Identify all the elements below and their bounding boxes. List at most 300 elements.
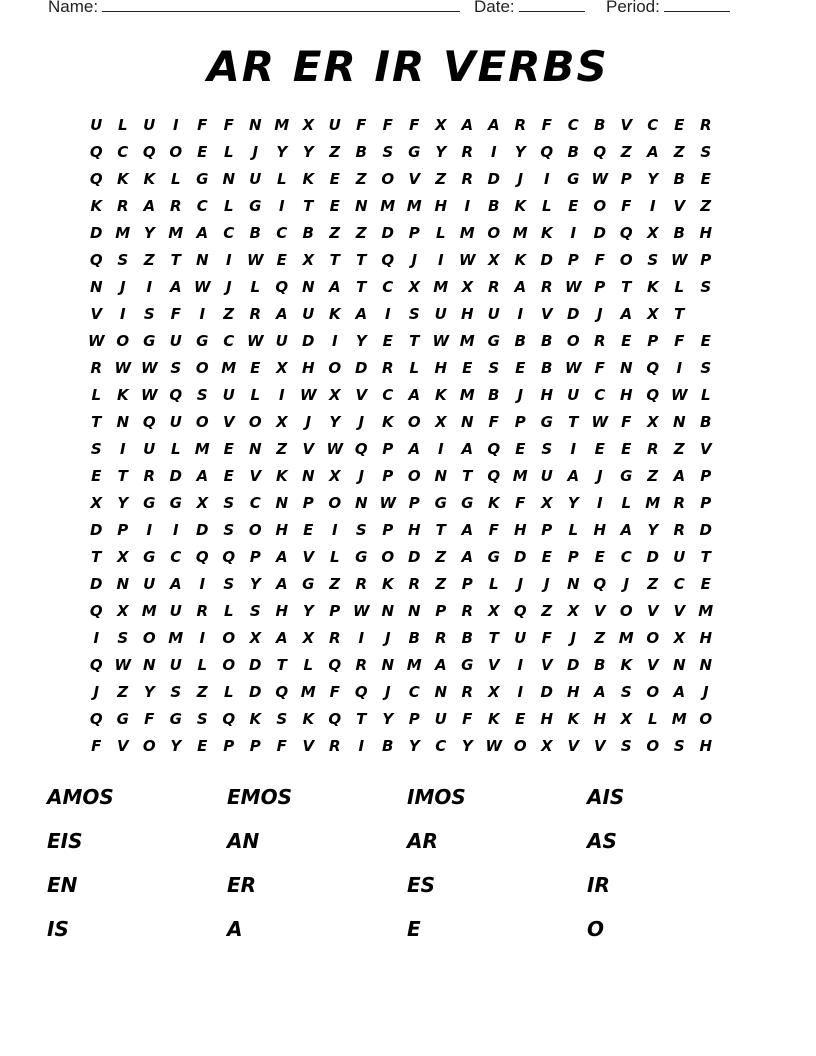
grid-letter[interactable]: K xyxy=(487,710,500,728)
grid-letter[interactable]: L xyxy=(170,440,181,458)
grid-letter[interactable]: R xyxy=(461,683,474,701)
period-field[interactable] xyxy=(606,0,660,17)
grid-letter[interactable]: U xyxy=(328,116,341,134)
grid-letter[interactable]: K xyxy=(540,224,553,242)
grid-letter[interactable]: Y xyxy=(382,710,394,728)
grid-letter[interactable]: S xyxy=(223,521,235,539)
grid-letter[interactable]: V xyxy=(673,602,686,620)
grid-letter[interactable]: U xyxy=(540,467,553,485)
grid-letter[interactable]: Q xyxy=(354,683,368,701)
grid-letter[interactable]: H xyxy=(699,629,713,647)
grid-letter[interactable]: H xyxy=(275,602,289,620)
grid-letter[interactable]: U xyxy=(143,575,156,593)
grid-letter[interactable]: Y xyxy=(647,521,659,539)
grid-letter[interactable]: N xyxy=(672,656,686,674)
grid-letter[interactable]: I xyxy=(119,305,126,323)
grid-letter[interactable]: W xyxy=(485,737,503,755)
grid-letter[interactable]: O xyxy=(646,737,660,755)
grid-letter[interactable]: Z xyxy=(435,170,447,188)
grid-letter[interactable]: N xyxy=(248,440,262,458)
grid-letter[interactable]: J xyxy=(517,575,524,593)
grid-letter[interactable]: Y xyxy=(117,494,129,512)
grid-letter[interactable]: E xyxy=(541,548,552,566)
grid-letter[interactable]: Q xyxy=(89,602,103,620)
grid-letter[interactable]: I xyxy=(172,521,179,539)
grid-letter[interactable]: Q xyxy=(328,710,342,728)
grid-letter[interactable]: L xyxy=(435,224,446,242)
date-blank[interactable] xyxy=(519,0,585,12)
grid-letter[interactable]: A xyxy=(328,278,341,296)
grid-letter[interactable]: D xyxy=(169,467,182,485)
grid-letter[interactable]: I xyxy=(358,737,365,755)
grid-letter[interactable]: W xyxy=(670,251,688,269)
grid-letter[interactable]: M xyxy=(141,602,157,620)
grid-letter[interactable]: V xyxy=(408,170,421,188)
grid-letter[interactable]: P xyxy=(382,440,394,458)
grid-letter[interactable]: T xyxy=(91,413,102,431)
grid-letter[interactable]: K xyxy=(328,305,341,323)
grid-letter[interactable]: A xyxy=(196,467,209,485)
grid-letter[interactable]: O xyxy=(381,548,395,566)
grid-letter[interactable]: J xyxy=(596,305,603,323)
grid-letter[interactable]: O xyxy=(195,413,209,431)
grid-letter[interactable]: J xyxy=(411,251,418,269)
grid-letter[interactable]: L xyxy=(170,170,181,188)
grid-letter[interactable]: Q xyxy=(646,386,660,404)
grid-letter[interactable]: W xyxy=(352,602,370,620)
grid-letter[interactable]: O xyxy=(142,629,156,647)
grid-letter[interactable]: R xyxy=(461,143,474,161)
grid-letter[interactable]: R xyxy=(434,629,447,647)
grid-letter[interactable]: O xyxy=(222,629,236,647)
grid-letter[interactable]: Q xyxy=(89,170,103,188)
grid-letter[interactable]: M xyxy=(115,224,131,242)
grid-letter[interactable]: P xyxy=(302,494,314,512)
grid-letter[interactable]: U xyxy=(222,386,235,404)
grid-letter[interactable]: X xyxy=(302,251,315,269)
grid-letter[interactable]: D xyxy=(540,683,553,701)
grid-letter[interactable]: M xyxy=(406,656,422,674)
grid-letter[interactable]: I xyxy=(384,305,391,323)
grid-letter[interactable]: A xyxy=(673,467,686,485)
grid-letter[interactable]: E xyxy=(621,332,632,350)
grid-letter[interactable]: B xyxy=(567,143,579,161)
grid-letter[interactable]: V xyxy=(90,305,103,323)
grid-letter[interactable]: B xyxy=(488,386,500,404)
grid-letter[interactable]: V xyxy=(567,737,580,755)
grid-letter[interactable]: X xyxy=(646,413,659,431)
grid-letter[interactable]: D xyxy=(249,683,262,701)
grid-letter[interactable]: H xyxy=(699,224,713,242)
grid-letter[interactable]: D xyxy=(196,521,209,539)
grid-letter[interactable]: O xyxy=(222,656,236,674)
grid-letter[interactable]: P xyxy=(329,602,341,620)
grid-letter[interactable]: G xyxy=(169,494,182,512)
grid-letter[interactable]: X xyxy=(275,359,288,377)
grid-letter[interactable]: X xyxy=(487,602,500,620)
grid-letter[interactable]: E xyxy=(197,737,208,755)
grid-letter[interactable]: W xyxy=(591,413,609,431)
grid-letter[interactable]: O xyxy=(699,710,713,728)
grid-letter[interactable]: O xyxy=(619,251,633,269)
grid-letter[interactable]: U xyxy=(90,116,103,134)
grid-letter[interactable]: L xyxy=(488,575,499,593)
grid-letter[interactable]: M xyxy=(645,494,661,512)
grid-letter[interactable]: Q xyxy=(540,143,554,161)
grid-letter[interactable]: N xyxy=(248,116,262,134)
grid-letter[interactable]: G xyxy=(434,494,447,512)
grid-letter[interactable]: K xyxy=(646,278,659,296)
grid-letter[interactable]: R xyxy=(355,656,368,674)
grid-letter[interactable]: W xyxy=(379,494,397,512)
grid-letter[interactable]: H xyxy=(434,197,448,215)
grid-letter[interactable]: I xyxy=(278,386,285,404)
grid-letter[interactable]: S xyxy=(700,143,712,161)
grid-letter[interactable]: A xyxy=(434,656,447,674)
grid-letter[interactable]: T xyxy=(356,251,367,269)
grid-letter[interactable]: R xyxy=(328,737,341,755)
grid-letter[interactable]: A xyxy=(461,521,474,539)
grid-letter[interactable]: V xyxy=(116,737,129,755)
grid-letter[interactable]: Q xyxy=(222,548,236,566)
grid-letter[interactable]: Q xyxy=(593,575,607,593)
grid-letter[interactable]: X xyxy=(461,278,474,296)
grid-letter[interactable]: A xyxy=(355,305,368,323)
grid-letter[interactable]: I xyxy=(146,521,153,539)
grid-letter[interactable]: D xyxy=(302,332,315,350)
grid-letter[interactable]: R xyxy=(646,440,659,458)
grid-letter[interactable]: E xyxy=(594,440,605,458)
grid-letter[interactable]: X xyxy=(487,683,500,701)
grid-letter[interactable]: M xyxy=(380,197,396,215)
grid-letter[interactable]: A xyxy=(461,116,474,134)
grid-letter[interactable]: F xyxy=(674,332,685,350)
grid-letter[interactable]: U xyxy=(434,305,447,323)
grid-letter[interactable]: H xyxy=(540,386,554,404)
grid-letter[interactable]: X xyxy=(434,413,447,431)
grid-letter[interactable]: R xyxy=(355,575,368,593)
grid-letter[interactable]: E xyxy=(700,332,711,350)
grid-letter[interactable]: M xyxy=(221,359,237,377)
grid-letter[interactable]: I xyxy=(172,116,179,134)
grid-letter[interactable]: V xyxy=(699,440,712,458)
grid-letter[interactable]: G xyxy=(143,494,156,512)
grid-letter[interactable]: J xyxy=(623,575,630,593)
grid-letter[interactable]: E xyxy=(276,251,287,269)
grid-letter[interactable]: M xyxy=(512,224,528,242)
grid-letter[interactable]: S xyxy=(673,737,685,755)
grid-letter[interactable]: N xyxy=(566,575,580,593)
grid-letter[interactable]: P xyxy=(567,251,579,269)
grid-letter[interactable]: L xyxy=(117,116,128,134)
grid-letter[interactable]: X xyxy=(540,494,553,512)
grid-letter[interactable]: O xyxy=(407,467,421,485)
grid-letter[interactable]: K xyxy=(90,197,103,215)
grid-letter[interactable]: Z xyxy=(673,143,685,161)
grid-letter[interactable]: L xyxy=(276,170,287,188)
grid-letter[interactable]: O xyxy=(195,359,209,377)
grid-letter[interactable]: Y xyxy=(647,170,659,188)
grid-letter[interactable]: T xyxy=(488,629,499,647)
grid-letter[interactable]: O xyxy=(566,332,580,350)
grid-letter[interactable]: R xyxy=(408,575,421,593)
grid-letter[interactable]: I xyxy=(331,332,338,350)
grid-letter[interactable]: L xyxy=(700,386,711,404)
grid-letter[interactable]: E xyxy=(462,359,473,377)
grid-letter[interactable]: O xyxy=(407,413,421,431)
grid-letter[interactable]: D xyxy=(355,359,368,377)
grid-letter[interactable]: S xyxy=(382,143,394,161)
grid-letter[interactable]: H xyxy=(513,521,527,539)
grid-letter[interactable]: S xyxy=(117,251,129,269)
grid-letter[interactable]: R xyxy=(699,116,712,134)
grid-letter[interactable]: F xyxy=(621,413,632,431)
grid-letter[interactable]: F xyxy=(409,116,420,134)
grid-letter[interactable]: Y xyxy=(170,737,182,755)
grid-letter[interactable]: Z xyxy=(355,224,367,242)
grid-letter[interactable]: N xyxy=(434,683,448,701)
grid-letter[interactable]: Q xyxy=(513,602,527,620)
grid-letter[interactable]: A xyxy=(461,440,474,458)
grid-letter[interactable]: P xyxy=(117,521,129,539)
grid-letter[interactable]: M xyxy=(459,224,475,242)
grid-letter[interactable]: E xyxy=(515,710,526,728)
grid-letter[interactable]: Q xyxy=(89,656,103,674)
grid-letter[interactable]: P xyxy=(382,521,394,539)
grid-letter[interactable]: D xyxy=(540,251,553,269)
grid-letter[interactable]: S xyxy=(117,629,129,647)
grid-letter[interactable]: A xyxy=(275,575,288,593)
grid-letter[interactable]: V xyxy=(487,656,500,674)
grid-letter[interactable]: H xyxy=(619,386,633,404)
grid-letter[interactable]: H xyxy=(301,359,315,377)
grid-letter[interactable]: C xyxy=(673,575,685,593)
grid-letter[interactable]: M xyxy=(671,710,687,728)
grid-letter[interactable]: D xyxy=(249,656,262,674)
grid-letter[interactable]: I xyxy=(199,629,206,647)
grid-letter[interactable]: X xyxy=(646,305,659,323)
grid-letter[interactable]: S xyxy=(488,359,500,377)
grid-letter[interactable]: X xyxy=(540,737,553,755)
grid-letter[interactable]: P xyxy=(461,575,473,593)
grid-letter[interactable]: Z xyxy=(620,143,632,161)
grid-letter[interactable]: Z xyxy=(329,575,341,593)
period-blank[interactable] xyxy=(664,0,730,12)
grid-letter[interactable]: Z xyxy=(647,467,659,485)
grid-letter[interactable]: X xyxy=(302,629,315,647)
grid-letter[interactable]: H xyxy=(407,521,421,539)
grid-letter[interactable]: D xyxy=(567,656,580,674)
grid-letter[interactable]: E xyxy=(515,359,526,377)
grid-letter[interactable]: U xyxy=(434,710,447,728)
grid-letter[interactable]: S xyxy=(700,278,712,296)
grid-letter[interactable]: F xyxy=(515,494,526,512)
grid-letter[interactable]: B xyxy=(382,737,394,755)
grid-letter[interactable]: A xyxy=(514,278,527,296)
grid-letter[interactable]: O xyxy=(328,359,342,377)
grid-letter[interactable]: I xyxy=(517,656,524,674)
grid-letter[interactable]: Y xyxy=(435,143,447,161)
grid-letter[interactable]: L xyxy=(409,359,420,377)
grid-letter[interactable]: O xyxy=(381,170,395,188)
grid-letter[interactable]: T xyxy=(303,197,314,215)
grid-letter[interactable]: P xyxy=(700,251,712,269)
grid-letter[interactable]: Z xyxy=(355,170,367,188)
grid-letter[interactable]: X xyxy=(408,278,421,296)
grid-letter[interactable]: J xyxy=(358,413,365,431)
grid-letter[interactable]: Z xyxy=(223,305,235,323)
grid-letter[interactable]: T xyxy=(674,305,685,323)
grid-letter[interactable]: S xyxy=(620,683,632,701)
grid-letter[interactable]: I xyxy=(596,494,603,512)
grid-letter[interactable]: C xyxy=(382,278,394,296)
grid-letter[interactable]: S xyxy=(647,251,659,269)
grid-letter[interactable]: R xyxy=(673,521,686,539)
grid-letter[interactable]: E xyxy=(223,467,234,485)
grid-letter[interactable]: I xyxy=(676,359,683,377)
grid-letter[interactable]: D xyxy=(90,575,103,593)
grid-letter[interactable]: D xyxy=(408,548,421,566)
grid-letter[interactable]: A xyxy=(408,386,421,404)
grid-letter[interactable]: L xyxy=(568,521,579,539)
grid-letter[interactable]: M xyxy=(168,224,184,242)
grid-letter[interactable]: U xyxy=(169,602,182,620)
grid-letter[interactable]: C xyxy=(435,737,447,755)
grid-letter[interactable]: X xyxy=(328,386,341,404)
grid-letter[interactable]: W xyxy=(114,359,132,377)
grid-letter[interactable]: F xyxy=(594,251,605,269)
grid-letter[interactable]: T xyxy=(621,278,632,296)
grid-letter[interactable]: A xyxy=(673,683,686,701)
grid-letter[interactable]: U xyxy=(302,305,315,323)
grid-letter[interactable]: J xyxy=(517,386,524,404)
grid-letter[interactable]: C xyxy=(647,116,659,134)
grid-letter[interactable]: L xyxy=(329,548,340,566)
grid-letter[interactable]: Q xyxy=(619,224,633,242)
grid-letter[interactable]: N xyxy=(460,413,474,431)
grid-letter[interactable]: S xyxy=(170,359,182,377)
grid-letter[interactable]: W xyxy=(114,656,132,674)
grid-letter[interactable]: K xyxy=(143,170,156,188)
grid-letter[interactable]: T xyxy=(170,251,181,269)
grid-letter[interactable]: J xyxy=(119,278,126,296)
grid-letter[interactable]: P xyxy=(435,602,447,620)
grid-letter[interactable]: G xyxy=(540,413,553,431)
grid-letter[interactable]: Y xyxy=(143,683,155,701)
grid-letter[interactable]: V xyxy=(302,548,315,566)
grid-letter[interactable]: D xyxy=(90,224,103,242)
grid-letter[interactable]: O xyxy=(513,737,527,755)
grid-letter[interactable]: A xyxy=(620,521,633,539)
grid-letter[interactable]: L xyxy=(223,143,234,161)
grid-letter[interactable]: D xyxy=(699,521,712,539)
grid-letter[interactable]: V xyxy=(222,413,235,431)
grid-letter[interactable]: P xyxy=(408,494,420,512)
grid-letter[interactable]: Z xyxy=(196,683,208,701)
grid-letter[interactable]: P xyxy=(249,548,261,566)
grid-letter[interactable]: Z xyxy=(673,440,685,458)
grid-letter[interactable]: J xyxy=(543,575,550,593)
grid-letter[interactable]: E xyxy=(382,332,393,350)
grid-letter[interactable]: W xyxy=(564,278,582,296)
grid-letter[interactable]: R xyxy=(90,359,103,377)
grid-letter[interactable]: F xyxy=(488,521,499,539)
grid-letter[interactable]: R xyxy=(196,602,209,620)
grid-letter[interactable]: W xyxy=(591,170,609,188)
grid-letter[interactable]: Z xyxy=(276,440,288,458)
grid-letter[interactable]: Z xyxy=(143,251,155,269)
grid-letter[interactable]: F xyxy=(594,359,605,377)
grid-letter[interactable]: S xyxy=(700,359,712,377)
grid-letter[interactable]: R xyxy=(514,116,527,134)
grid-letter[interactable]: M xyxy=(459,332,475,350)
grid-letter[interactable]: L xyxy=(541,197,552,215)
grid-letter[interactable]: R xyxy=(143,467,156,485)
grid-letter[interactable]: Z xyxy=(435,575,447,593)
grid-letter[interactable]: A xyxy=(143,197,156,215)
grid-letter[interactable]: M xyxy=(274,116,290,134)
grid-letter[interactable]: R xyxy=(381,359,394,377)
grid-letter[interactable]: Q xyxy=(222,710,236,728)
grid-letter[interactable]: U xyxy=(169,332,182,350)
grid-letter[interactable]: E xyxy=(250,359,261,377)
grid-letter[interactable]: Y xyxy=(276,143,288,161)
grid-letter[interactable]: K xyxy=(567,710,580,728)
grid-letter[interactable]: H xyxy=(566,683,580,701)
grid-letter[interactable]: G xyxy=(461,656,474,674)
grid-letter[interactable]: J xyxy=(225,278,232,296)
grid-letter[interactable]: G xyxy=(567,170,580,188)
grid-letter[interactable]: U xyxy=(487,305,500,323)
grid-letter[interactable]: I xyxy=(543,170,550,188)
grid-letter[interactable]: G xyxy=(196,332,209,350)
grid-letter[interactable]: V xyxy=(593,602,606,620)
grid-letter[interactable]: R xyxy=(593,332,606,350)
grid-letter[interactable]: E xyxy=(329,197,340,215)
grid-letter[interactable]: I xyxy=(93,629,100,647)
grid-letter[interactable]: T xyxy=(117,467,128,485)
grid-letter[interactable]: R xyxy=(487,278,500,296)
grid-letter[interactable]: T xyxy=(329,251,340,269)
grid-letter[interactable]: G xyxy=(169,710,182,728)
grid-letter[interactable]: E xyxy=(303,521,314,539)
grid-letter[interactable]: Z xyxy=(329,143,341,161)
grid-letter[interactable]: H xyxy=(275,521,289,539)
grid-letter[interactable]: E xyxy=(515,440,526,458)
grid-letter[interactable]: W xyxy=(458,251,476,269)
grid-letter[interactable]: F xyxy=(170,305,181,323)
grid-letter[interactable]: H xyxy=(699,737,713,755)
grid-letter[interactable]: K xyxy=(302,710,315,728)
grid-letter[interactable]: B xyxy=(541,359,553,377)
grid-letter[interactable]: X xyxy=(673,629,686,647)
grid-letter[interactable]: N xyxy=(222,170,236,188)
grid-letter[interactable]: T xyxy=(276,656,287,674)
grid-letter[interactable]: E xyxy=(197,143,208,161)
grid-letter[interactable]: X xyxy=(567,602,580,620)
grid-letter[interactable]: O xyxy=(328,494,342,512)
grid-letter[interactable]: T xyxy=(462,467,473,485)
grid-letter[interactable]: J xyxy=(384,683,391,701)
grid-letter[interactable]: L xyxy=(197,656,208,674)
grid-letter[interactable]: D xyxy=(381,224,394,242)
grid-letter[interactable]: F xyxy=(488,413,499,431)
grid-letter[interactable]: S xyxy=(249,602,261,620)
grid-letter[interactable]: I xyxy=(437,251,444,269)
grid-letter[interactable]: G xyxy=(196,170,209,188)
grid-letter[interactable]: K xyxy=(116,386,129,404)
grid-letter[interactable]: C xyxy=(223,332,235,350)
